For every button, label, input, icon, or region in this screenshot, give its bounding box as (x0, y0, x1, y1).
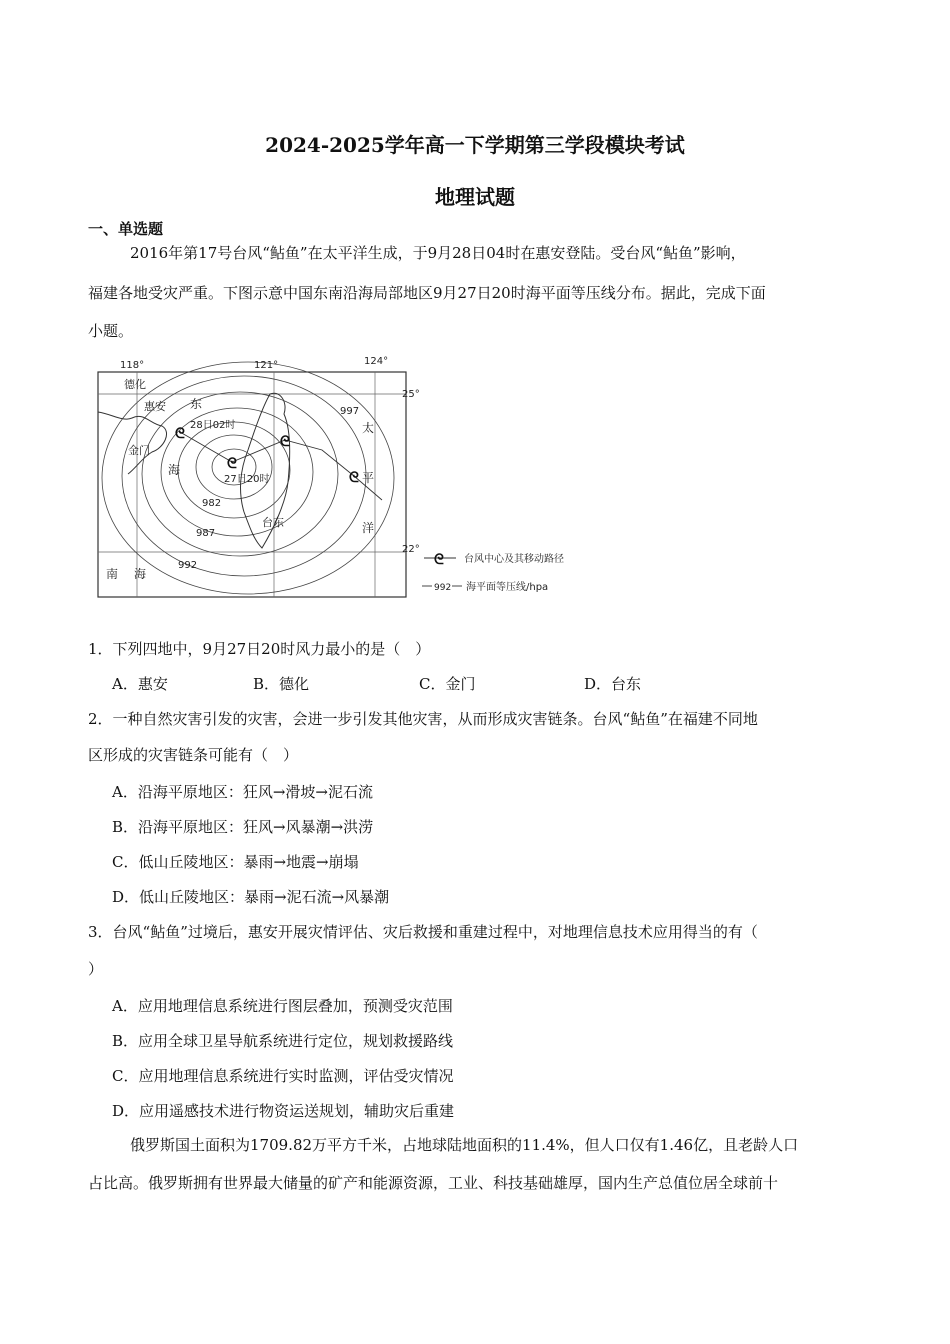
passage1-line1: 2016年第17号台风“鲇鱼”在太平洋生成，于9月28日04时在惠安登陆。受台风“鲇鱼”影响， (130, 244, 746, 262)
map-lat-25: 25° (402, 389, 420, 400)
question-2-stem-line1: 2．一种自然灾害引发的灾害，会进一步引发其他灾害，从而形成灾害链条。台风“鲇鱼”在福建不同地 (88, 710, 758, 728)
page-title: 2024-2025学年高一下学期第三学段模块考试 (265, 133, 685, 157)
time-label-28-02: 28日02时 (190, 420, 236, 431)
question-1-option-c[interactable]: C．金门 (419, 675, 476, 693)
question-1-stem: 1．下列四地中，9月27日20时风力最小的是（ ） (88, 640, 431, 658)
typhoon-isobar-map (92, 352, 592, 602)
question-2-option-c[interactable]: C．低山丘陵地区：暴雨→地震→崩塌 (112, 853, 359, 871)
isobar-997: 997 (340, 406, 360, 417)
section-heading: 一、单选题 (88, 220, 164, 238)
map-lon-124: 124° (364, 356, 389, 367)
question-3-option-c[interactable]: C．应用地理信息系统进行实时监测，评估受灾情况 (112, 1067, 454, 1085)
passage2-line1: 俄罗斯国土面积为1709.82万平方千米，占地球陆地面积的11.4%，但人口仅有1.46亿，且老龄人口 (130, 1136, 799, 1154)
passage2-line2: 占比高。俄罗斯拥有世界最大储量的矿产和能源资源，工业、科技基础雄厚，国内生产总值位居全球前十 (88, 1174, 779, 1192)
place-taidong: 台东 (262, 516, 284, 529)
map-lon-121: 121° (254, 360, 279, 371)
svg-text:ᘓ: ᘓ (349, 470, 359, 486)
question-1-option-d[interactable]: D．台东 (584, 675, 642, 693)
sea-label-yang: 洋 (362, 521, 375, 535)
question-3-option-a[interactable]: A．应用地理信息系统进行图层叠加，预测受灾范围 (112, 997, 453, 1015)
isobar-987: 987 (196, 528, 216, 539)
svg-text:ᘓ: ᘓ (175, 426, 185, 442)
question-1-option-a[interactable]: A．惠安 (112, 675, 168, 693)
legend-isobar: 海平面等压线/hpa (466, 582, 549, 593)
question-1-option-b[interactable]: B．德化 (253, 675, 310, 693)
sea-label-hai: 海 (168, 463, 181, 477)
passage1-line2: 福建各地受灾严重。下图示意中国东南沿海局部地区9月27日20时海平面等压线分布。据此，完成下面 (88, 284, 766, 302)
page-subtitle: 地理试题 (435, 185, 515, 209)
sea-label-dong: 东 (190, 397, 203, 411)
question-2-option-a[interactable]: A．沿海平原地区：狂风→滑坡→泥石流 (112, 783, 373, 801)
svg-text:ᘓ: ᘓ (280, 434, 290, 450)
sea-label-hai2: 海 (134, 567, 147, 581)
question-3-stem-line1: 3．台风“鲇鱼”过境后，惠安开展灾情评估、灾后救援和重建过程中，对地理信息技术应用得当的有（ (88, 923, 758, 941)
sea-label-tai: 太 (362, 421, 375, 435)
isobar-992: 992 (178, 560, 198, 571)
question-3-option-b[interactable]: B．应用全球卫星导航系统进行定位，规划救援路线 (112, 1032, 454, 1050)
question-2-stem-line2: 区形成的灾害链条可能有（ ） (88, 746, 299, 764)
time-label-27-20: 27日20时 (224, 474, 270, 485)
question-2-option-d[interactable]: D．低山丘陵地区：暴雨→泥石流→风暴潮 (112, 888, 390, 906)
passage1-line3: 小题。 (88, 322, 134, 340)
map-lat-22: 22° (402, 544, 420, 555)
map-lon-118: 118° (120, 360, 145, 371)
sea-label-nan: 南 (106, 567, 119, 581)
legend-track: 台风中心及其移动路径 (464, 554, 564, 565)
place-jinmen: 金门 (128, 444, 150, 457)
legend-typhoon-icon: ᘓ (434, 552, 444, 568)
sea-label-ping: 平 (362, 471, 375, 485)
isobar-982: 982 (202, 498, 222, 509)
place-huian: 惠安 (144, 400, 166, 413)
question-3-option-d[interactable]: D．应用遥感技术进行物资运送规划，辅助灾后重建 (112, 1102, 455, 1120)
place-dehua: 德化 (124, 378, 146, 391)
question-2-option-b[interactable]: B．沿海平原地区：狂风→风暴潮→洪涝 (112, 818, 374, 836)
legend-isobar-sample: 992 (434, 583, 452, 593)
question-3-stem-line2: ） (88, 960, 104, 978)
svg-text:ᘓ: ᘓ (227, 456, 237, 472)
